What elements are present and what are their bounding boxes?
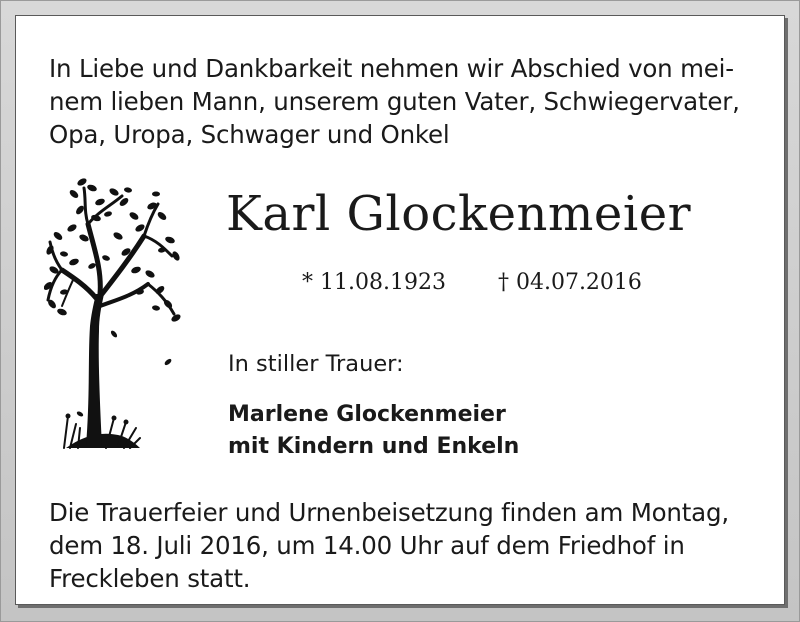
funeral-info <box>49 496 774 595</box>
mourning-label: In stiller Trauer: <box>228 351 404 377</box>
life-dates <box>302 268 642 298</box>
funeral-info-line: Freckleben statt. <box>49 564 251 593</box>
mourners <box>228 399 519 463</box>
intro-line: nem lieben Mann, unserem guten Vater, Schwiegervater, <box>49 87 740 116</box>
intro-text <box>49 52 769 151</box>
obituary-card <box>15 15 785 605</box>
funeral-info-line: dem 18. Juli 2016, um 14.00 Uhr auf dem Friedhof in <box>49 531 685 560</box>
deceased-name: Karl Glockenmeier <box>226 186 692 242</box>
tree-with-falling-leaves-icon <box>44 166 184 456</box>
death-date: † 04.07.2016 <box>497 270 642 295</box>
mourner-line: Marlene Glockenmeier <box>228 402 506 427</box>
birth-date: * 11.08.1923 <box>302 270 446 295</box>
mourner-line: mit Kindern und Enkeln <box>228 434 520 459</box>
intro-line: Opa, Uropa, Schwager und Onkel <box>49 120 450 149</box>
intro-line: In Liebe und Dankbarkeit nehmen wir Abschied von mei- <box>49 54 734 83</box>
funeral-info-line: Die Trauerfeier und Urnenbeisetzung finden am Montag, <box>49 498 729 527</box>
